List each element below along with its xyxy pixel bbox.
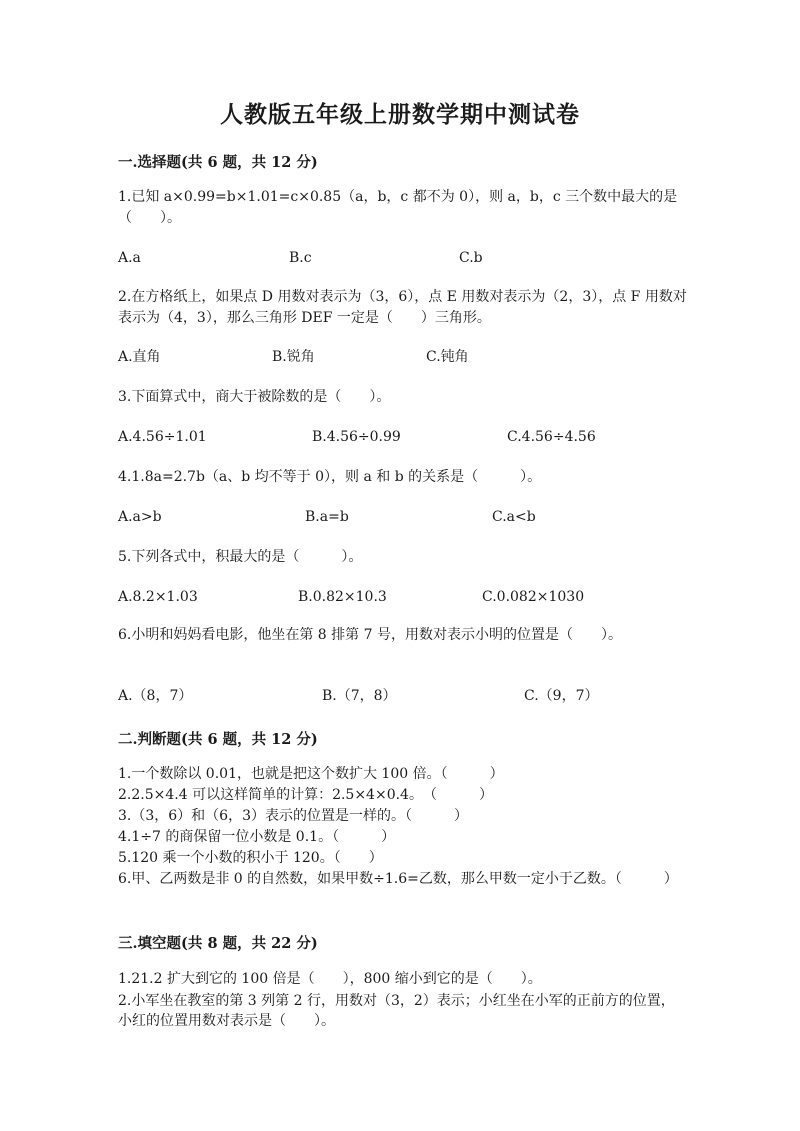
- option-c: C.b: [459, 250, 483, 266]
- fill-item-2: 2.小军坐在教室的第 3 列第 2 行，用数对（3，2）表示；小红坐在小军的正前方的位置，小红的位置用数对表示是（ ）。: [118, 993, 675, 1029]
- option-a: A.8.2×1.03: [118, 589, 198, 605]
- judgement-item-5: 5.120 乘一个小数的积小于 120。（ ）: [118, 850, 383, 866]
- question-4: 4.1.8a=2.7b（a、b 均不等于 0），则 a 和 b 的关系是（ ）。: [118, 469, 542, 485]
- options-row-6: [118, 686, 698, 707]
- option-c: C.a<b: [492, 509, 536, 525]
- options-row-2: [118, 347, 698, 368]
- option-c: C.4.56÷4.56: [507, 429, 596, 445]
- question-6: 6.小明和妈妈看电影，他坐在第 8 排第 7 号，用数对表示小明的位置是（ ）。: [118, 627, 622, 643]
- option-b: B.4.56÷0.99: [312, 429, 401, 445]
- question-1: 1.已知 a×0.99=b×1.01=c×0.85（a，b，c 都不为 0），则 a，b，c 三个数中最大的是（ ）。: [118, 189, 678, 226]
- question-2: 2.在方格纸上，如果点 D 用数对表示为（3，6），点 E 用数对表示为（2，3），点 F 用数对表示为（4，3），那么三角形 DEF 一定是（ ）三角形。: [118, 289, 687, 326]
- option-a: A.直角: [118, 349, 161, 365]
- option-c: C.0.082×1030: [482, 589, 585, 605]
- option-b: B.a=b: [305, 509, 349, 525]
- fill-item-1: 1.21.2 扩大到它的 100 倍是（ ），800 缩小到它的是（ ）。: [118, 971, 542, 987]
- options-row-4: [118, 507, 698, 528]
- judgement-item-2: 2.2.5×4.4 可以这样简单的计算：2.5×4×0.4。 （ ）: [118, 787, 493, 803]
- question-5: 5.下列各式中，积最大的是（ ）。: [118, 549, 363, 565]
- option-b: B.锐角: [272, 349, 315, 365]
- question-3: 3.下面算式中，商大于被除数的是（ ）。: [118, 389, 391, 405]
- option-b: B.（7，8）: [322, 688, 397, 704]
- option-a: A.a: [118, 250, 141, 266]
- options-row-5: [118, 587, 698, 608]
- judgement-item-3: 3.（3，6）和（6，3）表示的位置是一样的。（ ）: [118, 808, 468, 824]
- option-a: A.4.56÷1.01: [118, 429, 207, 445]
- options-row-3: [118, 427, 698, 448]
- page-title: 人教版五年级上册数学期中测试卷: [220, 101, 580, 128]
- option-c: C.（9，7）: [524, 688, 599, 704]
- judgement-item-1: 1.一个数除以 0.01，也就是把这个数扩大 100 倍。（ ）: [118, 766, 504, 782]
- option-c: C.钝角: [426, 349, 469, 365]
- option-a: A.（8，7）: [118, 688, 193, 704]
- option-b: B.c: [289, 250, 312, 266]
- section-heading-fill: 三.填空题(共 8 题，共 22 分): [118, 935, 318, 952]
- option-b: B.0.82×10.3: [298, 589, 387, 605]
- section-heading-judgement: 二.判断题(共 6 题，共 12 分): [118, 731, 318, 748]
- judgement-item-4: 4.1÷7 的商保留一位小数是 0.1。（ ）: [118, 829, 396, 845]
- options-row-1: [118, 248, 698, 269]
- judgement-item-6: 6.甲、乙两数是非 0 的自然数，如果甲数÷1.6=乙数，那么甲数一定小于乙数。（ ）: [118, 871, 678, 887]
- option-a: A.a>b: [118, 509, 162, 525]
- section-heading-choice: 一.选择题(共 6 题，共 12 分): [118, 154, 318, 171]
